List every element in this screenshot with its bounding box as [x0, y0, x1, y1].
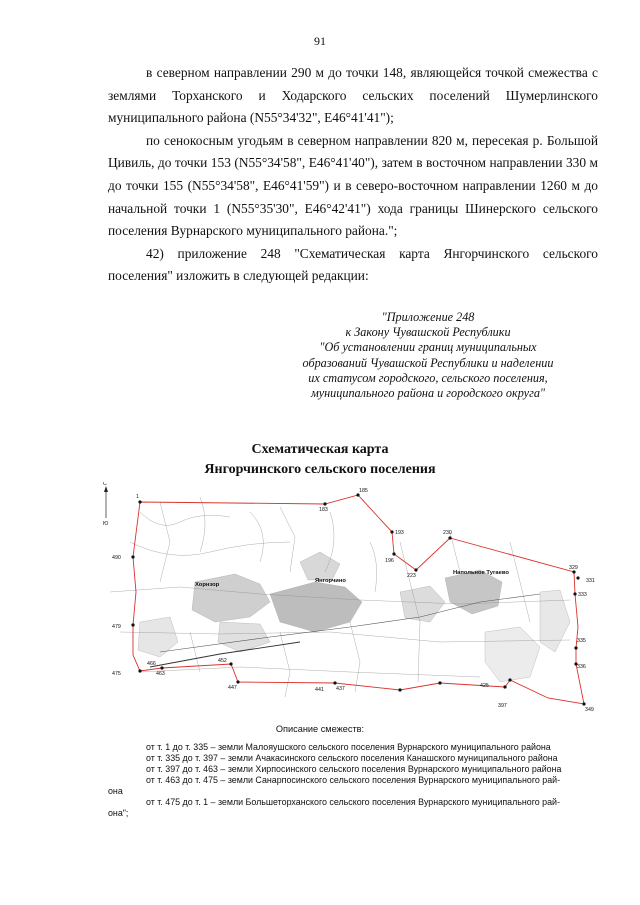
- adjacency-heading: Описание смежеств:: [275, 724, 365, 734]
- north-arrow: [103, 482, 109, 527]
- map-title-line-1: Схематическая карта: [251, 442, 389, 457]
- point-label: 230: [443, 530, 452, 536]
- adjacency-item: от т. 475 до т. 1 – земли Большеторханского сельского поселения Вурнарского муниципального рай-: [146, 797, 560, 807]
- map-svg: [100, 482, 600, 714]
- point-label: 331: [586, 578, 595, 584]
- point-label: 185: [359, 488, 368, 494]
- adjacency-item: от т. 1 до т. 335 – земли Малояушского сельского поселения Вурнарского муниципального района: [146, 742, 551, 752]
- adjacency-list: [108, 742, 598, 819]
- paragraph-1: в северном направлении 290 м до точки 148, являющейся точкой смежества с землями Торханского и Ходарского сельских поселений Шумерлинского муниципального района (N55°34'32", E46°41'41");: [108, 65, 598, 126]
- appendix-heading: [258, 310, 598, 401]
- paragraph-2: по сенокосным угодьям в северном направлении 820 м, пересекая р. Большой Цивиль, до точки 153 (N55°34'58", E46°41'40"), затем в восточном направлении 330 м до точки 155 (N55°34'58", E46°41'59") и в северо-восточном направлении 1260 м до начальной точки 1 (N55°35'30", E46°42'41") хода границы Шинерского сельского поселения Вурнарского муниципального района.";: [108, 132, 598, 239]
- adjacency-item-continuation: она";: [108, 808, 129, 818]
- map-title-line-2: Янгорчинского сельского поселения: [204, 461, 436, 477]
- appendix-line: их статусом городского, сельского поселения,: [308, 370, 548, 385]
- point-label: 193: [395, 530, 404, 536]
- body-text: [108, 62, 598, 288]
- south-label: Ю: [103, 521, 109, 527]
- point-label: 466: [147, 661, 156, 667]
- schematic-map: [100, 482, 600, 714]
- point-label: 475: [112, 671, 121, 677]
- map-title: [0, 440, 640, 479]
- point-label: 223: [407, 573, 416, 579]
- point-label: 183: [319, 507, 328, 513]
- page-number: 91: [314, 34, 326, 48]
- place-label: Напольное Тугаево: [453, 570, 509, 576]
- point-label: 349: [585, 707, 594, 713]
- place-label: Хорнзор: [195, 582, 220, 588]
- north-label: С: [103, 482, 107, 487]
- point-label: 463: [156, 671, 165, 677]
- adjacency-item: от т. 463 до т. 475 – земли Санарпосинского сельского поселения Вурнарского муниципального рай-: [146, 775, 561, 785]
- point-label: 447: [228, 685, 237, 691]
- appendix-line: муниципального района и городского округа": [310, 386, 546, 401]
- point-label: 425: [480, 683, 489, 689]
- appendix-line: "Об установлении границ муниципальных: [319, 340, 537, 355]
- point-label: 333: [578, 592, 587, 598]
- appendix-line: "Приложение 248: [381, 310, 475, 324]
- adjacency-item-continuation: она: [108, 786, 123, 796]
- point-label: 336: [577, 664, 586, 670]
- point-label: 329: [569, 565, 578, 571]
- point-label: 1: [136, 494, 139, 500]
- place-label: Янгорчино: [315, 578, 346, 584]
- point-label: 397: [498, 703, 507, 709]
- adjacency-item: от т. 335 до т. 397 – земли Ачакасинского сельского поселения Канашского муниципального района: [146, 753, 558, 763]
- point-label: 452: [218, 658, 227, 664]
- paragraph-3: 42) приложение 248 "Схематическая карта Янгорчинского сельского поселения" изложить в следующей редакции:: [108, 245, 598, 284]
- point-label: 490: [112, 555, 121, 561]
- point-label: 479: [112, 624, 121, 630]
- adjacency-item: от т. 397 до т. 463 – земли Хирпосинского сельского поселения Вурнарского муниципального района: [146, 764, 562, 774]
- point-label: 335: [577, 638, 586, 644]
- point-label: 437: [336, 686, 345, 692]
- appendix-line: к Закону Чувашской Республики: [345, 325, 511, 340]
- point-label: 441: [315, 687, 324, 693]
- point-label: 196: [385, 558, 394, 564]
- appendix-line: образований Чувашской Республики и наделении: [302, 355, 554, 370]
